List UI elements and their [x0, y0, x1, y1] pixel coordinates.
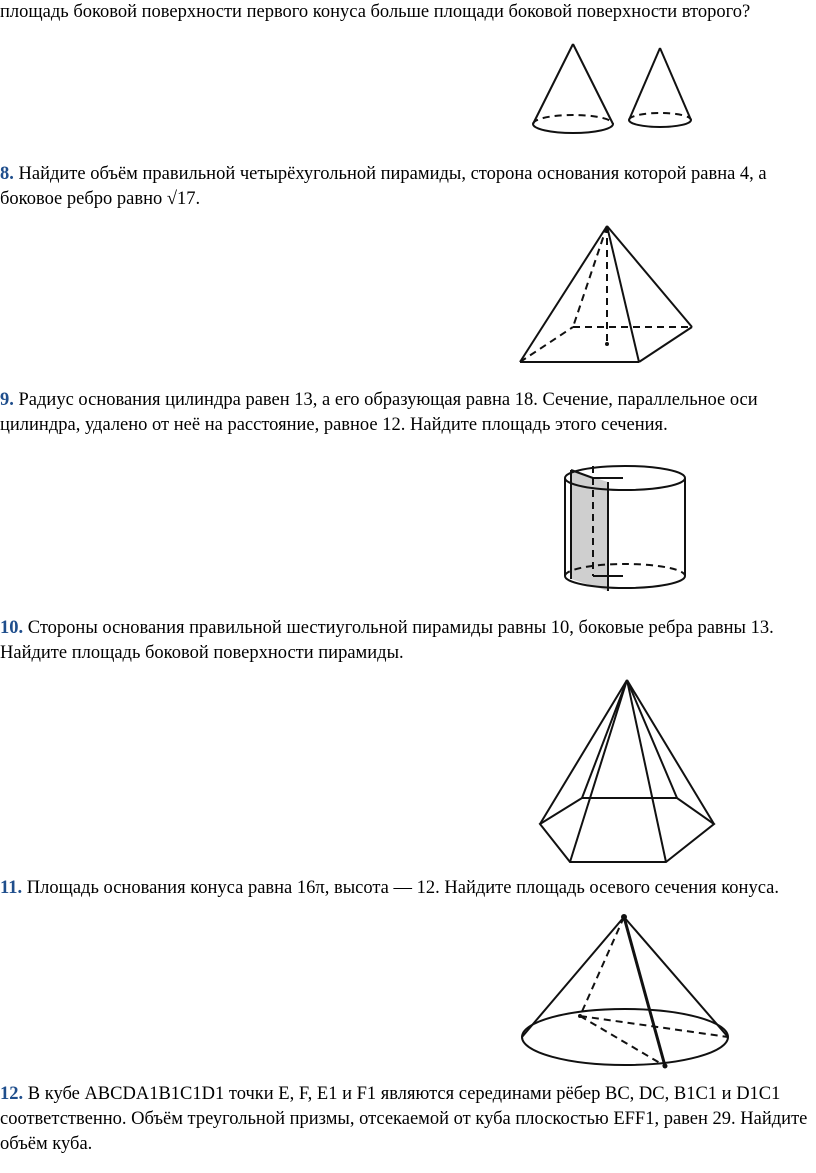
problem-9-body: Радиус основания цилиндра равен 13, а его образующая равна 18. Сечение, параллельное оси цилиндра, удалено от неё на расстояние, равное 12. Найдите площадь этого сечения.	[0, 390, 758, 435]
problem-8-body: Найдите объём правильной четырёхугольной пирамиды, сторона основания которой равна 4, а боковое ребро равно √17.	[0, 164, 767, 209]
problem-11-number: 11.	[0, 878, 23, 898]
problem-11-text	[0, 876, 812, 901]
problem-7-body: площадь боковой поверхности первого конуса больше площади боковой поверхности второго?	[0, 2, 751, 22]
problem-9-text	[0, 388, 812, 438]
problem-8-text	[0, 162, 812, 212]
problem-10-body: Стороны основания правильной шестиугольной пирамиды равны 10, боковые ребра равны 13. Найдите площадь боковой поверхности пирамиды.	[0, 618, 774, 663]
problem-12-body: В кубе ABCDA1B1C1D1 точки E, F, E1 и F1 являются серединами рёбер BC, DC, B1C1 и D1C1 соответственно. Объём треугольной призмы, отсекаемой от куба плоскостью EFF1, равен 29. Найдите объём куба.	[0, 1084, 808, 1154]
problem-8-number: 8.	[0, 164, 14, 184]
problem-10-number: 10.	[0, 618, 24, 638]
problem-12-text	[0, 1082, 812, 1157]
quadrilateral-pyramid-figure	[515, 222, 700, 367]
hexagonal-pyramid-figure	[532, 676, 722, 871]
cylinder-section-figure	[558, 458, 693, 603]
problem-7-text	[0, 0, 812, 25]
cone-axial-section-figure	[518, 912, 733, 1072]
problem-10-text	[0, 616, 812, 666]
problem-11-body: Площадь основания конуса равна 16π, высота — 12. Найдите площадь осевого сечения конуса.	[22, 878, 779, 898]
problem-9-number: 9.	[0, 390, 14, 410]
problem-12-number: 12.	[0, 1084, 24, 1104]
two-cones-figure	[525, 40, 705, 140]
